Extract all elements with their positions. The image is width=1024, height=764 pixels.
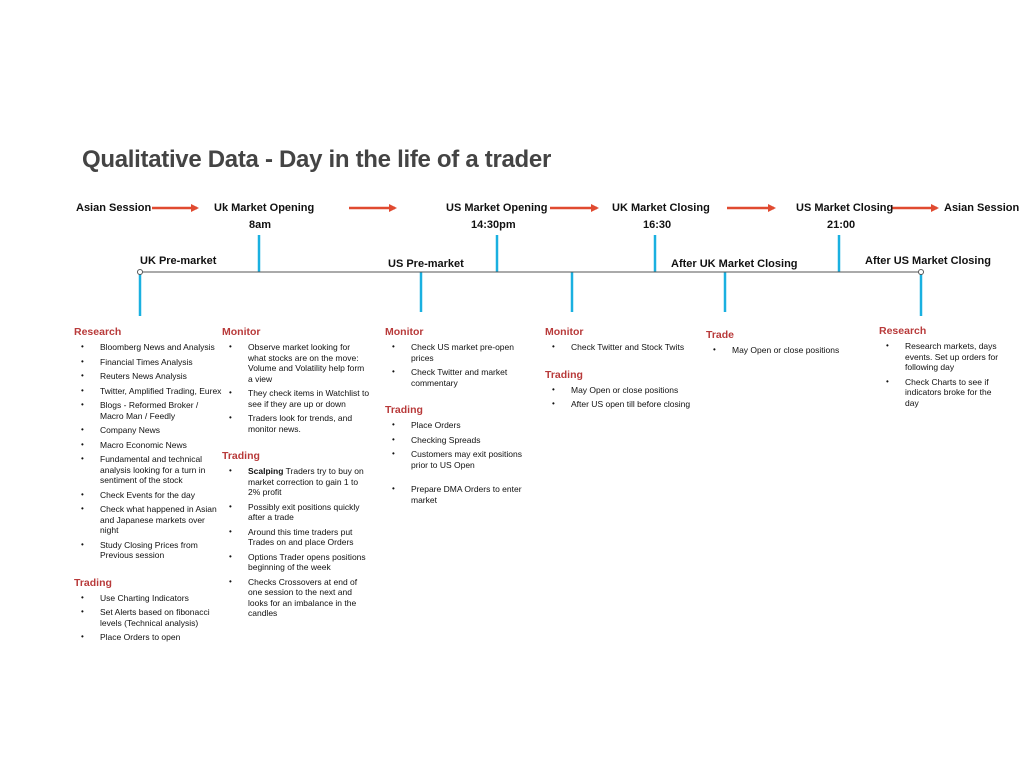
activity-item: • Observe market looking for what stocks are on the move: Volume and Volatility help form a view: [222, 342, 370, 384]
activity-column-after-uk-close: [706, 329, 854, 372]
section-heading: Trading: [385, 404, 423, 416]
session-label-us-open: US Market Opening: [446, 202, 548, 214]
section-heading: Research: [879, 325, 927, 337]
activity-item: • Research markets, days events. Set up orders for following day: [879, 341, 999, 373]
section-heading: Research: [74, 326, 122, 338]
activity-column-after-us-close: [879, 325, 999, 424]
time-uk-open: 8am: [249, 219, 272, 231]
activity-item: • Study Closing Prices from Previous session: [74, 540, 222, 561]
activity-item: • Bloomberg News and Analysis: [74, 342, 222, 353]
activity-list: [222, 342, 370, 434]
activity-column-us-session: [545, 326, 693, 426]
activity-item: • After US open till before closing: [545, 399, 693, 410]
activity-list: [222, 466, 370, 619]
timeline-start-marker: [138, 270, 143, 275]
activity-item: • Around this time traders put Trades on and place Orders: [222, 527, 370, 548]
activity-item: • Possibly exit positions quickly after a trade: [222, 502, 370, 523]
activity-item: • Macro Economic News: [74, 440, 222, 451]
activity-item: • May Open or close positions: [545, 385, 693, 396]
session-label-asian-end: Asian Session: [944, 202, 1020, 214]
activity-item: • Customers may exit positions prior to US Open: [385, 449, 533, 470]
activity-item: • Twitter, Amplified Trading, Eurex: [74, 386, 222, 397]
activity-item: • Use Charting Indicators: [74, 593, 222, 604]
activity-item: • Fundamental and technical analysis looking for a turn in sentiment of the stock: [74, 454, 222, 486]
activity-list: [74, 593, 222, 643]
phase-after-uk-close: After UK Market Closing: [671, 258, 798, 270]
time-us-open: 14:30pm: [471, 219, 516, 231]
time-uk-close: 16:30: [643, 219, 672, 231]
activity-item: • Prepare DMA Orders to enter market: [385, 484, 533, 505]
activity-item: • Place Orders to open: [74, 632, 222, 643]
activity-item: • Check Events for the day: [74, 490, 222, 501]
activity-list: [74, 342, 222, 561]
activity-item: • Checks Crossovers at end of one session to the next and looks for an imbalance in the candles: [222, 577, 370, 619]
activity-list: [385, 342, 533, 388]
timeline-end-marker: [919, 270, 924, 275]
activity-item: • They check items in Watchlist to see if they are up or down: [222, 388, 370, 409]
phase-us-premarket: US Pre-market: [388, 258, 464, 270]
phase-uk-premarket: UK Pre-market: [140, 255, 217, 267]
activity-list: [545, 342, 693, 353]
activity-item: • Place Orders: [385, 420, 533, 431]
page-title: Qualitative Data - Day in the life of a trader: [82, 146, 551, 173]
activity-item: • Check what happened in Asian and Japanese markets over night: [74, 504, 222, 536]
activity-item-keyword: Scalping: [248, 466, 284, 476]
activity-item: • Company News: [74, 425, 222, 436]
activity-item: • Set Alerts based on fibonacci levels (Technical analysis): [74, 607, 222, 628]
time-us-close: 21:00: [827, 219, 856, 231]
session-label-uk-open: Uk Market Opening: [214, 202, 315, 214]
activity-item: • Traders look for trends, and monitor news.: [222, 413, 370, 434]
activity-item: [222, 466, 370, 498]
activity-list: [545, 385, 693, 410]
activity-item: • Blogs - Reformed Broker / Macro Man / Feedly: [74, 400, 222, 421]
activity-item: • Check Charts to see if indicators broke for the day: [879, 377, 999, 409]
phase-after-us-close: After US Market Closing: [865, 255, 991, 267]
activity-item: • Check Twitter and market commentary: [385, 367, 533, 388]
activity-item: • Check Twitter and Stock Twits: [545, 342, 693, 353]
section-heading: Monitor: [385, 326, 424, 338]
activity-item: • Financial Times Analysis: [74, 357, 222, 368]
activity-list: [879, 341, 999, 408]
section-heading: Monitor: [545, 326, 584, 338]
section-heading: Trading: [74, 576, 112, 589]
session-label-us-close: US Market Closing: [796, 202, 894, 214]
activity-column-uk-open: [222, 326, 370, 635]
activity-item: • Check US market pre-open prices: [385, 342, 533, 363]
session-label-asian-start: Asian Session: [76, 202, 152, 214]
activity-list: [706, 345, 854, 356]
activity-column-uk-premarket: [74, 326, 222, 659]
activity-item: • Checking Spreads: [385, 435, 533, 446]
session-label-uk-close: UK Market Closing: [612, 202, 710, 214]
activity-item: • Reuters News Analysis: [74, 371, 222, 382]
section-heading: Trading: [222, 450, 260, 462]
section-heading: Trade: [706, 329, 735, 341]
activity-item-text: Traders try to buy on market correction to gain 1 to 2% profit: [248, 466, 364, 497]
activity-list: [385, 420, 533, 505]
activity-item: • May Open or close positions: [706, 345, 854, 356]
activity-column-us-premarket: [385, 326, 533, 521]
section-heading: Trading: [545, 368, 583, 381]
activity-item: • Options Trader opens positions beginning of the week: [222, 552, 370, 573]
section-heading: Monitor: [222, 326, 261, 338]
